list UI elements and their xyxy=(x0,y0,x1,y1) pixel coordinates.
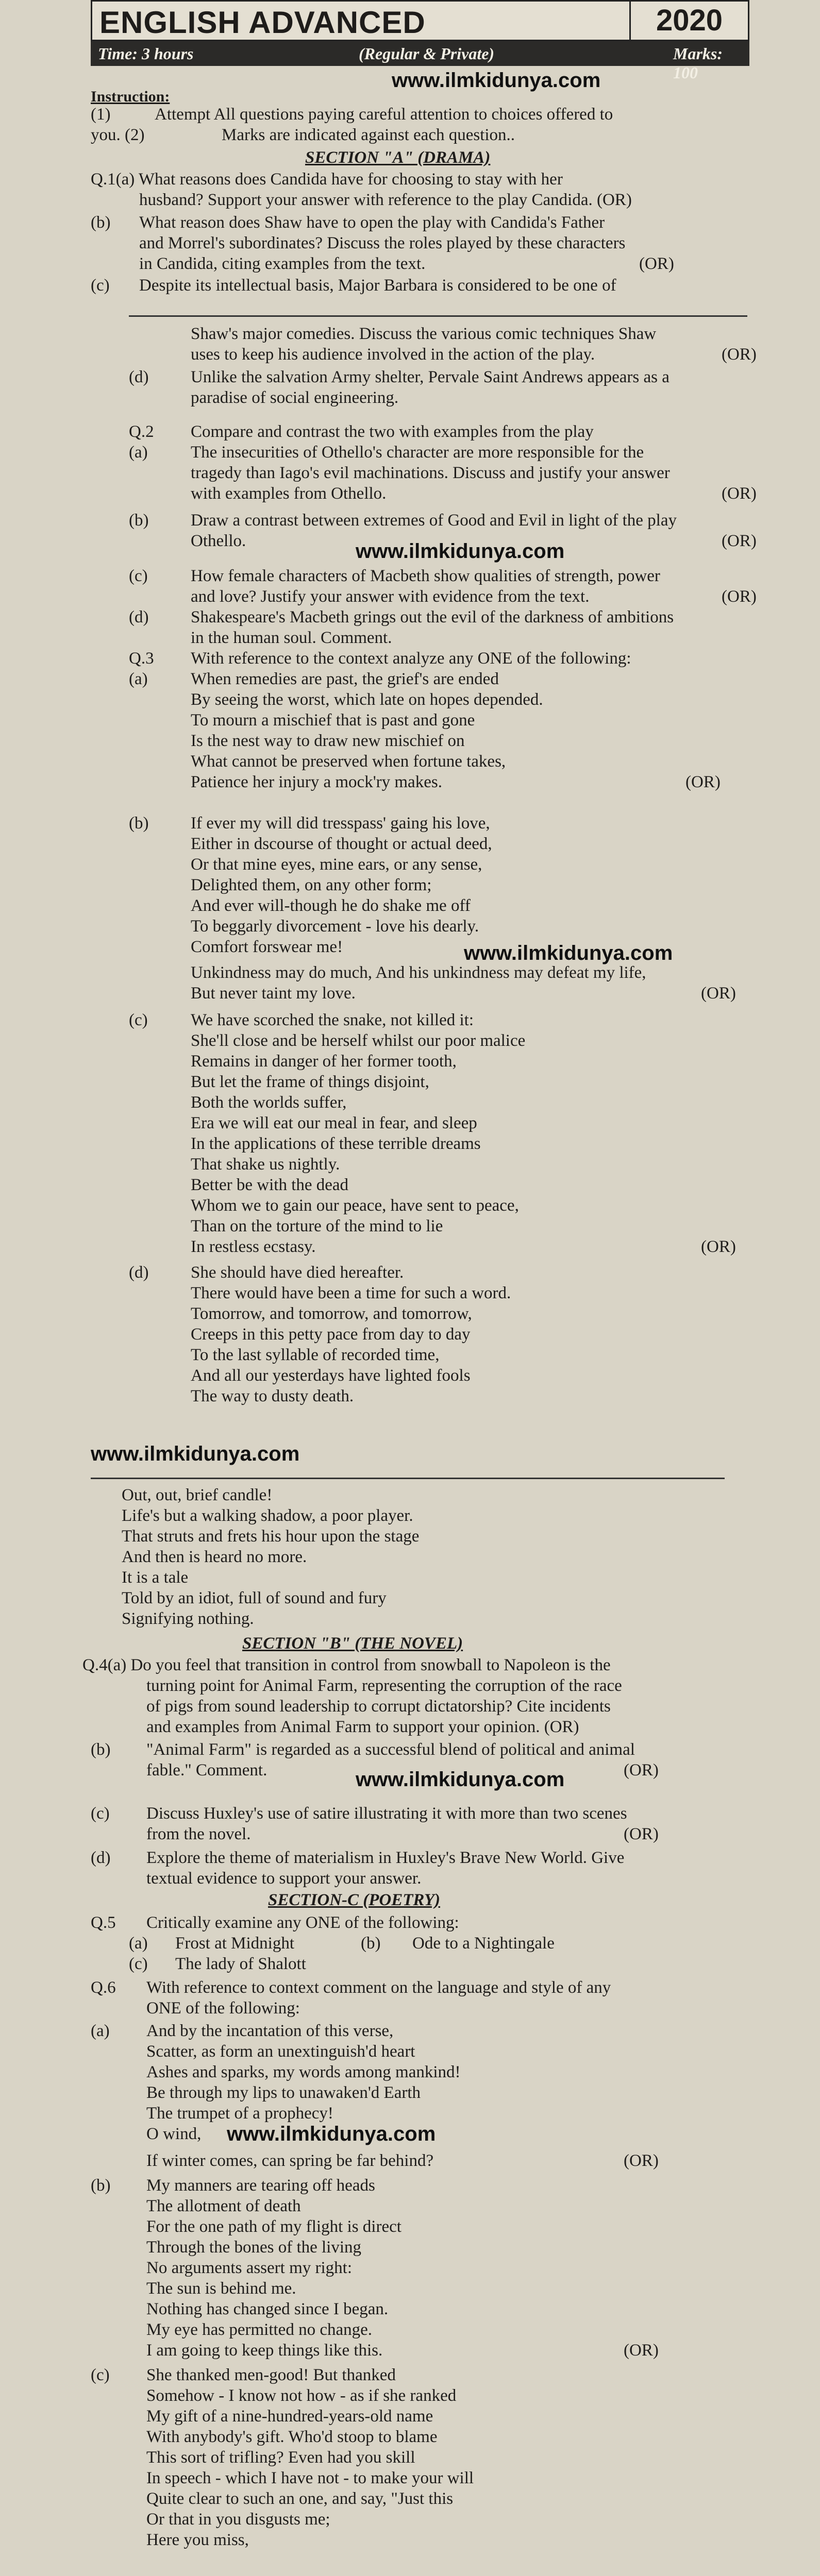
line: Frost at Midnight xyxy=(175,1934,295,1953)
line: The lady of Shalott xyxy=(175,1955,306,1973)
watermark: www.ilmkidunya.com xyxy=(392,69,601,92)
exam-year: 2020 xyxy=(629,2,748,40)
line: Q.5 xyxy=(91,1913,116,1932)
line: paradise of social engineering. xyxy=(191,388,399,407)
line: (c) xyxy=(91,276,110,295)
line: Q.1(a) What reasons does Candida have for choosing to stay with her xyxy=(91,170,563,189)
line: Delighted them, on any other form; xyxy=(191,876,432,894)
line: The way to dusty death. xyxy=(191,1387,354,1405)
line: The insecurities of Othello's character are more responsible for the xyxy=(191,443,644,462)
line: In speech - which I have not - to make your will xyxy=(146,2469,474,2487)
line: Out, out, brief candle! xyxy=(122,1486,273,1504)
line: And then is heard no more. xyxy=(122,1548,307,1566)
watermark: www.ilmkidunya.com xyxy=(464,942,673,964)
line: Compare and contrast the two with examples from the play xyxy=(191,422,594,441)
line: That struts and frets his hour upon the stage xyxy=(122,1527,420,1546)
line: (a) xyxy=(91,2022,110,2040)
subject-title: ENGLISH ADVANCED xyxy=(99,5,426,40)
line: With anybody's gift. Who'd stoop to blame xyxy=(146,2428,438,2446)
line: Unlike the salvation Army shelter, Pervale Saint Andrews appears as a xyxy=(191,368,670,386)
line: Than on the torture of the mind to lie xyxy=(191,1217,443,1235)
line: When remedies are past, the grief's are ended xyxy=(191,670,499,688)
line: The sun is behind me. xyxy=(146,2279,296,2298)
line: uses to keep his audience involved in the action of the play. xyxy=(191,345,595,364)
line: Or that mine eyes, mine ears, or any sense, xyxy=(191,855,482,874)
line: Remains in danger of her former tooth, xyxy=(191,1052,457,1071)
section-heading: SECTION "B" (THE NOVEL) xyxy=(242,1634,463,1653)
line: Ashes and sparks, my words among mankind! xyxy=(146,2063,461,2081)
line: Tomorrow, and tomorrow, and tomorrow, xyxy=(191,1304,472,1323)
line: Othello. xyxy=(191,532,246,550)
line: Discuss Huxley's use of satire illustrating it with more than two scenes xyxy=(146,1804,627,1823)
line: (d) xyxy=(129,1263,149,1282)
line: you. (2) xyxy=(91,126,145,144)
line: Creeps in this petty pace from day to day xyxy=(191,1325,471,1344)
line: Comfort forswear me! xyxy=(191,938,343,956)
line: (a) xyxy=(129,1934,148,1953)
line: (OR) xyxy=(685,773,721,791)
line: of pigs from sound leadership to corrupt dictatorship? Cite incidents xyxy=(146,1697,611,1716)
line: Q.3 xyxy=(129,649,154,668)
line: (c) xyxy=(129,1011,148,1029)
line: from the novel. xyxy=(146,1825,251,1843)
line: (OR) xyxy=(701,1238,736,1256)
line: But never taint my love. xyxy=(191,984,356,1003)
line: Attempt All questions paying careful attention to choices offered to xyxy=(155,105,613,124)
line: (1) xyxy=(91,105,111,124)
line: By seeing the worst, which late on hopes depended. xyxy=(191,690,543,709)
line: (b) xyxy=(91,213,111,232)
line: (c) xyxy=(91,1804,110,1823)
line: (b) xyxy=(91,1740,111,1759)
line: And ever will-though he do shake me off xyxy=(191,896,471,915)
line: With reference to context comment on the language and style of any xyxy=(146,1978,611,1997)
line: Both the worlds suffer, xyxy=(191,1093,347,1112)
time-label: Time: 3 hours xyxy=(98,44,194,63)
line: Draw a contrast between extremes of Good and Evil in light of the play xyxy=(191,511,677,530)
watermark: www.ilmkidunya.com xyxy=(356,1768,565,1791)
watermark: www.ilmkidunya.com xyxy=(227,2123,436,2145)
line: Whom we to gain our peace, have sent to peace, xyxy=(191,1196,519,1215)
line: That shake us nightly. xyxy=(191,1155,340,1174)
line: (OR) xyxy=(639,255,674,273)
line: Ode to a Nightingale xyxy=(412,1934,555,1953)
line: Scatter, as form an unextinguish'd heart xyxy=(146,2042,415,2061)
line: (OR) xyxy=(722,587,757,606)
line: in the human soul. Comment. xyxy=(191,629,392,647)
line: Or that in you disgusts me; xyxy=(146,2510,330,2529)
line: (b) xyxy=(361,1934,381,1953)
line: How female characters of Macbeth show qualities of strength, power xyxy=(191,567,660,585)
line: (OR) xyxy=(722,345,757,364)
line: Either in dscourse of thought or actual deed, xyxy=(191,835,492,853)
line: Q.2 xyxy=(129,422,154,441)
line: With reference to the context analyze any ONE of the following: xyxy=(191,649,631,668)
line: Life's but a walking shadow, a poor player. xyxy=(122,1506,413,1525)
line: Patience her injury a mock'ry makes. xyxy=(191,773,442,791)
line: Here you miss, xyxy=(146,2531,249,2549)
line: Quite clear to such an one, and say, "Just this xyxy=(146,2489,454,2508)
line: (b) xyxy=(129,511,149,530)
line: Signifying nothing. xyxy=(122,1609,254,1628)
line: To mourn a mischief that is past and gone xyxy=(191,711,475,730)
line: Told by an idiot, full of sound and fury xyxy=(122,1589,387,1607)
line: There would have been a time for such a word. xyxy=(191,1284,511,1302)
line: (b) xyxy=(129,814,149,833)
line: fable." Comment. xyxy=(146,1761,267,1780)
line: textual evidence to support your answer. xyxy=(146,1869,422,1888)
instruction-heading: Instruction: xyxy=(91,88,170,105)
line: Through the bones of the living xyxy=(146,2238,362,2257)
line: (b) xyxy=(91,2176,111,2195)
line: Be through my lips to unawaken'd Earth xyxy=(146,2083,421,2102)
line: (OR) xyxy=(624,2341,659,2360)
marks-label: Marks: 100 xyxy=(673,44,723,82)
watermark: www.ilmkidunya.com xyxy=(356,540,565,563)
line: tragedy than Iago's evil machinations. Discuss and justify your answer xyxy=(191,464,670,482)
line: What reason does Shaw have to open the play with Candida's Father xyxy=(139,213,605,232)
line: (OR) xyxy=(722,532,757,550)
line: (OR) xyxy=(624,1761,659,1780)
line: and Morrel's subordinates? Discuss the roles played by these characters xyxy=(139,234,626,252)
line: (c) xyxy=(129,1955,148,1973)
line: Unkindness may do much, And his unkindness may defeat my life, xyxy=(191,963,646,982)
line: (OR) xyxy=(624,1825,659,1843)
line: Shaw's major comedies. Discuss the various comic techniques Shaw xyxy=(191,325,657,343)
line: She'll close and be herself whilst our poor malice xyxy=(191,1031,526,1050)
line: Marks are indicated against each question.. xyxy=(222,126,515,144)
line: In restless ecstasy. xyxy=(191,1238,316,1256)
line: She thanked men-good! But thanked xyxy=(146,2366,396,2384)
line: and examples from Animal Farm to support your opinion. (OR) xyxy=(146,1718,579,1736)
line: The trumpet of a prophecy! xyxy=(146,2104,333,2123)
line: (c) xyxy=(91,2366,110,2384)
line: My manners are tearing off heads xyxy=(146,2176,375,2195)
line: This sort of trifling? Even had you skill xyxy=(146,2448,415,2467)
line: with examples from Othello. xyxy=(191,484,387,503)
line: (a) xyxy=(129,670,148,688)
line: No arguments assert my right: xyxy=(146,2259,352,2277)
line: To beggarly divorcement - love his dearly. xyxy=(191,917,479,936)
paper-header xyxy=(91,0,749,41)
line: (a) xyxy=(129,443,148,462)
section-heading: SECTION-C (POETRY) xyxy=(268,1891,440,1909)
line: In the applications of these terrible dreams xyxy=(191,1134,481,1153)
line: If winter comes, can spring be far behind? xyxy=(146,2151,434,2170)
fold-divider xyxy=(91,1478,725,1479)
line: Is the nest way to draw new mischief on xyxy=(191,732,465,750)
line: Somehow - I know not how - as if she ranked xyxy=(146,2386,457,2405)
line: Shakespeare's Macbeth grings out the evil of the darkness of ambitions xyxy=(191,608,674,626)
line: Despite its intellectual basis, Major Barbara is considered to be one of xyxy=(139,276,616,295)
line: It is a tale xyxy=(122,1568,189,1587)
line: To the last syllable of recorded time, xyxy=(191,1346,440,1364)
line: (d) xyxy=(91,1849,111,1867)
line: But let the frame of things disjoint, xyxy=(191,1073,429,1091)
line: O wind, xyxy=(146,2125,202,2143)
line: (c) xyxy=(129,567,148,585)
line: Critically examine any ONE of the following: xyxy=(146,1913,459,1932)
line: My eye has permitted no change. xyxy=(146,2320,373,2339)
mode-label: (Regular & Private) xyxy=(359,44,495,63)
line: turning point for Animal Farm, representing the corruption of the race xyxy=(146,1676,622,1695)
line: Nothing has changed since I began. xyxy=(146,2300,389,2318)
line: For the one path of my flight is direct xyxy=(146,2217,401,2236)
line: (OR) xyxy=(722,484,757,503)
line: "Animal Farm" is regarded as a successful blend of political and animal xyxy=(146,1740,635,1759)
line: (OR) xyxy=(701,984,736,1003)
line: And by the incantation of this verse, xyxy=(146,2022,394,2040)
line: I am going to keep things like this. xyxy=(146,2341,383,2360)
line: And all our yesterdays have lighted fools xyxy=(191,1366,471,1385)
section-heading: SECTION "A" (DRAMA) xyxy=(305,148,491,167)
line: We have scorched the snake, not killed it: xyxy=(191,1011,474,1029)
line: My gift of a nine-hundred-years-old name xyxy=(146,2407,433,2426)
line: (OR) xyxy=(624,2151,659,2170)
line: ONE of the following: xyxy=(146,1999,300,2018)
line: (d) xyxy=(129,608,149,626)
line: She should have died hereafter. xyxy=(191,1263,404,1282)
line: Better be with the dead xyxy=(191,1176,349,1194)
line: (d) xyxy=(129,368,149,386)
line: husband? Support your answer with reference to the play Candida. (OR) xyxy=(139,191,632,209)
line: What cannot be preserved when fortune takes, xyxy=(191,752,506,771)
fold-divider xyxy=(129,315,747,317)
line: Explore the theme of materialism in Huxley's Brave New World. Give xyxy=(146,1849,625,1867)
line: Q.4(a) Do you feel that transition in control from snowball to Napoleon is the xyxy=(82,1656,611,1674)
line: The allotment of death xyxy=(146,2197,301,2215)
line: and love? Justify your answer with evidence from the text. xyxy=(191,587,590,606)
line: Q.6 xyxy=(91,1978,116,1997)
watermark: www.ilmkidunya.com xyxy=(91,1443,300,1465)
line: in Candida, citing examples from the text. xyxy=(139,255,426,273)
line: If ever my will did tresspass' gaing his love, xyxy=(191,814,490,833)
line: Era we will eat our meal in fear, and sleep xyxy=(191,1114,477,1132)
